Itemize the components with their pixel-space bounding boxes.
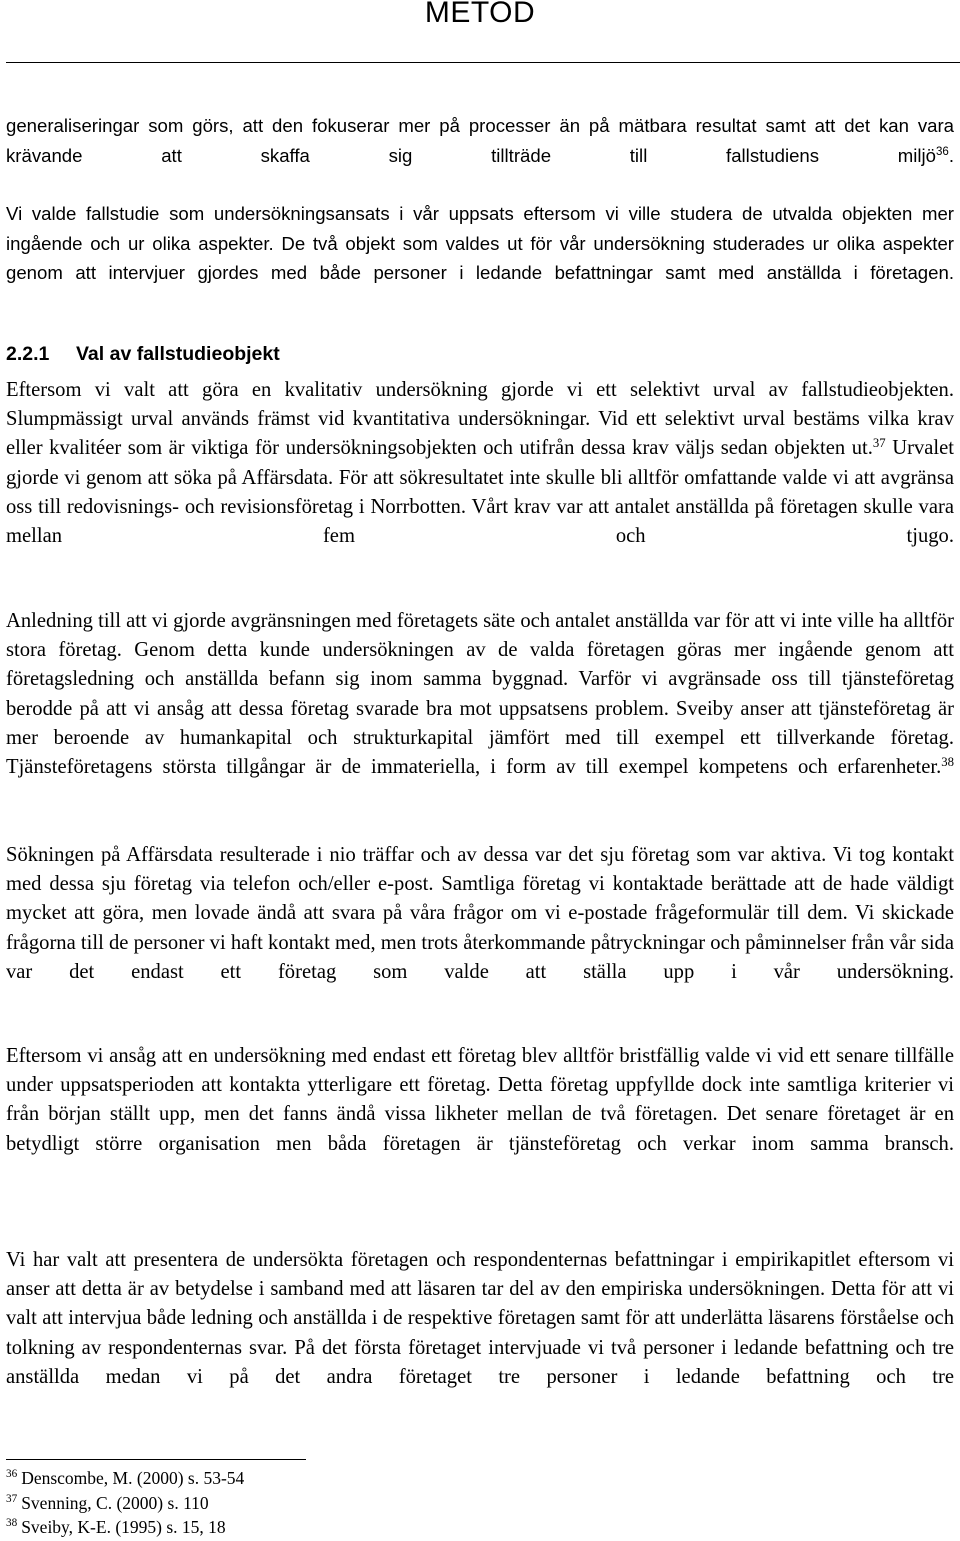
paragraph-text: Eftersom vi ansåg att en undersökning med endast ett företag blev alltför bristfällig valde vi vid ett senare tillfälle under uppsatsperioden att kontakta ytterligare ett företag. Detta företag uppfyllde dock inte samtliga kriterier vi från början ställt upp, men det fanns ändå vissa likheter mellan de två företagen. Det senare företaget är en betydligt större organisation men båda företagen är tjänsteföretag och verkar inom samma bransch.: [6, 1045, 954, 1155]
paragraph-search-results: [6, 841, 954, 1016]
footnote-item: [6, 1515, 244, 1540]
footnote-ref-36[interactable]: 36: [936, 146, 949, 159]
page-header-title: METOD: [424, 0, 536, 29]
paragraph-tail: .: [948, 144, 954, 166]
paragraph-text: Vi har valt att presentera de undersökta företagen och respondenternas befattningar i empirikapitlet eftersom vi anser att detta är av betydelse i samband med att läsaren tar del av den empiriska undersökningen. Detta för att vi valt att intervjua både ledning och anställda i de respektive företagen samt för att underlätta läsarens förståelse och tolkning av respondenternas svar. På det första företaget intervjuade vi två personer i ledande befattning och tre anställda medan vi på det andra företaget tre personer i ledande befattning och tre: [6, 1249, 954, 1388]
paragraph-respondents: [6, 1246, 954, 1421]
paragraph-tail: Urvalet gjorde vi genom att söka på Affärsdata. För att sökresultatet inte skulle bli alltför omfattande valde vi att avgränsa oss till redovisnings- och revisionsföretag i Norrbotten. Vårt krav var att antalet anställda på företagen skulle vara mellan fem och tjugo.: [6, 437, 954, 548]
footnote-ref-38[interactable]: 38: [941, 755, 954, 769]
footnote-divider: [6, 1459, 306, 1460]
paragraph-text: generaliseringar som görs, att den fokuserar mer på processer än på mätbara resultat samt att det kan vara krävande att skaffa sig tillträde till fallstudiens miljö: [6, 115, 954, 166]
footnotes-list: [6, 1466, 244, 1540]
section-number: 2.2.1: [6, 343, 50, 365]
paragraph-text: Anledning till att vi gjorde avgränsningen med företagets säte och antalet anställda var för att vi inte ville ha alltför stora företag. Genom detta kunde undersökningen av de valda företagen göras mer ingående genom att företagsledning och anställda befann sig inom samma byggnad. Varför vi avgränsade oss till tjänsteföretag berodde på att vi ansåg att dessa företag svarade bra mot uppsatsens problem. Sveiby anser att tjänsteföretag är mer beroende av humankapital och strukturkapital jämfört med till exempel ett tillverkande företag. Tjänsteföretagens största tillgångar är de immateriella, i form av till exempel kompetens och erfarenheter.: [6, 610, 954, 779]
paragraph-delimitation: [6, 607, 954, 811]
paragraph-text: Vi valde fallstudie som undersökningsansats i vår uppsats eftersom vi ville studera de utvalda objekten mer ingående och ur olika aspekter. De två objekt som valdes ut för vår undersökning studerades ur olika aspekter genom att intervjuer gjordes med både personer i ledande befattningar samt med anställda i företagen.: [6, 203, 954, 283]
footnote-ref-37[interactable]: 37: [872, 436, 886, 451]
section-heading: [6, 339, 280, 369]
section-title: Val av fallstudieobjekt: [76, 343, 280, 365]
paragraph-intro: [6, 111, 954, 200]
paragraph-text: Sökningen på Affärsdata resulterade i nio träffar och av dessa var det sju företag som var aktiva. Vi tog kontakt med dessa sju företag via telefon och/eller e-post. Samtliga företag vi kontaktade berättade att de hade väldigt mycket att göra, men lovade ändå att svara på våra frågor om vi e-postade frågeformulär till dem. Vi skickade frågorna till de personer vi haft kontakt med, men trots återkommande påtryckningar och påminnelser från vår sida var det endast ett företag som valde att ställa upp i vår undersökning.: [6, 844, 954, 983]
paragraph-case-study-choice: [6, 199, 954, 317]
footnote-item: [6, 1491, 244, 1516]
footnote-number: 36: [6, 1468, 18, 1481]
footnote-text: Denscombe, M. (2000) s. 53-54: [21, 1468, 245, 1488]
paragraph-selection: [6, 376, 954, 580]
footnote-item: [6, 1466, 244, 1491]
paragraph-additional-company: [6, 1042, 954, 1188]
footnote-text: Svenning, C. (2000) s. 110: [21, 1492, 209, 1513]
footnote-text: Sveiby, K-E. (1995) s. 15, 18: [21, 1517, 226, 1537]
paragraph-text: Eftersom vi valt att göra en kvalitativ undersökning gjorde vi ett selektivt urval av fallstudieobjekten. Slumpmässigt urval används främst vid kvantitativa undersökningar. Vid ett selektivt urval bestäms vilka krav eller kvalitéer som är viktiga för undersökningsobjekten och utifrån dessa krav väljs sedan objekten ut.: [6, 379, 954, 460]
footnote-number: 38: [6, 1517, 18, 1530]
footnote-number: 37: [6, 1492, 18, 1505]
header-divider: [6, 62, 960, 63]
